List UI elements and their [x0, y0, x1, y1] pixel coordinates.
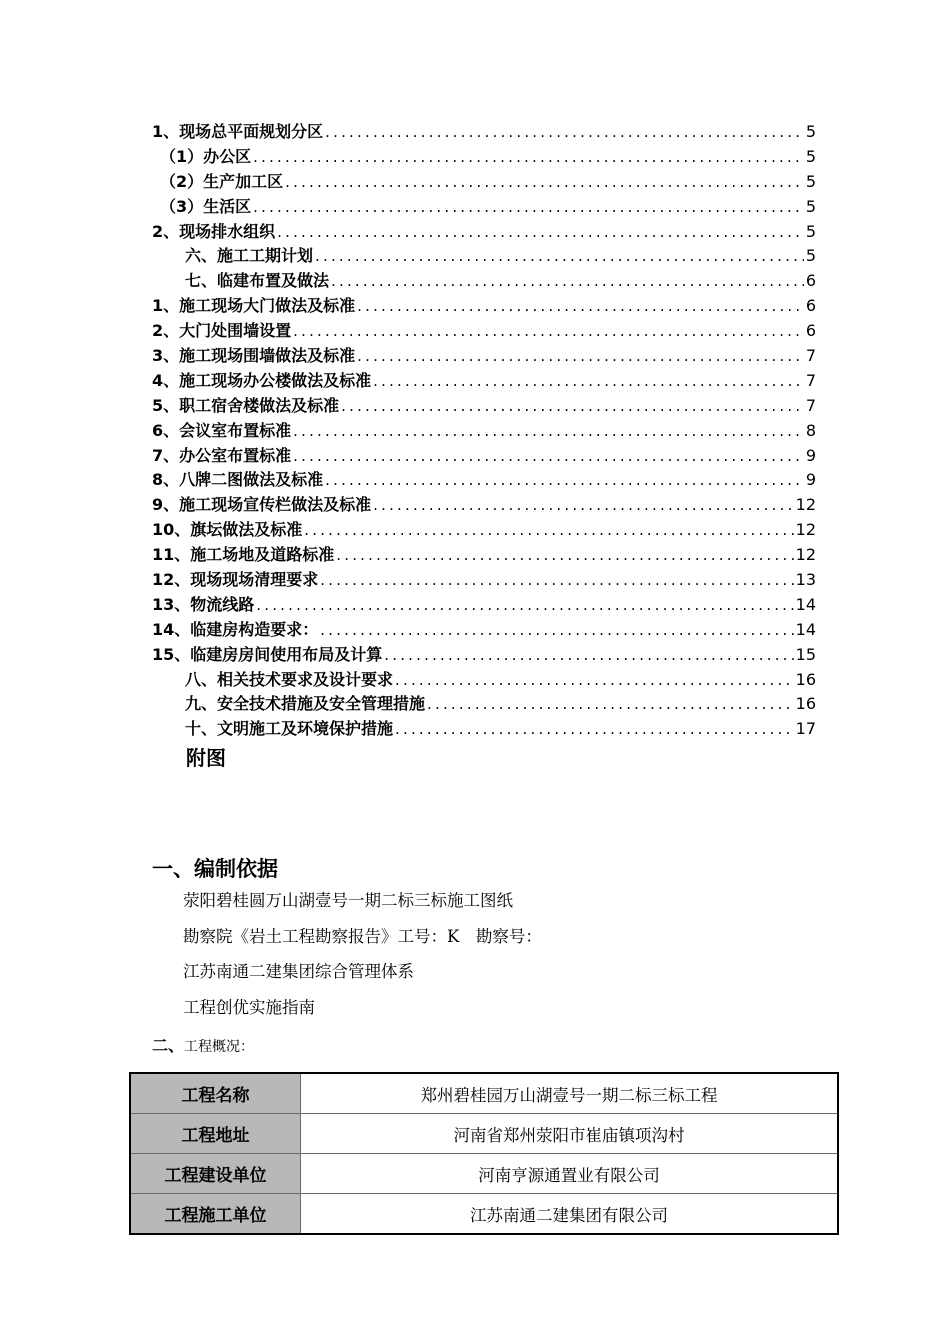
toc-dot-leader — [293, 422, 804, 440]
toc-entry-title: 七、临建布置及做法 — [185, 271, 330, 291]
toc-page-number: 6 — [805, 321, 816, 341]
row-value: 河南省郑州荥阳市崔庙镇项沟村 — [301, 1114, 839, 1154]
toc-dot-leader — [285, 173, 804, 191]
table-row — [130, 1073, 838, 1114]
toc-entry-title: （2）生产加工区 — [160, 171, 284, 191]
toc-entry[interactable] — [152, 393, 816, 418]
toc-dot-leader — [256, 596, 793, 614]
toc-entry[interactable] — [152, 318, 816, 343]
section-heading-overview — [152, 1033, 254, 1056]
toc-page-number: 5 — [805, 146, 816, 166]
toc-entry-title: 6、会议室布置标准 — [152, 420, 292, 440]
toc-dot-leader — [395, 671, 794, 689]
table-row — [130, 1194, 838, 1235]
row-label: 工程建设单位 — [130, 1154, 301, 1194]
toc-page-number: 5 — [805, 246, 816, 266]
toc-entry-title: 2、现场排水组织 — [152, 221, 276, 241]
toc-page-number: 5 — [805, 196, 816, 216]
toc-page-number: 16 — [795, 669, 816, 689]
toc-entry[interactable] — [152, 642, 816, 667]
toc-entry[interactable] — [152, 368, 816, 393]
project-info-table — [129, 1072, 839, 1235]
appendix-heading: 附图 — [186, 746, 226, 770]
toc-entry-title: 8、八牌二图做法及标准 — [152, 470, 324, 490]
toc-entry[interactable] — [152, 169, 816, 194]
toc-page-number: 7 — [805, 346, 816, 366]
toc-entry-title: 1、现场总平面规划分区 — [152, 122, 324, 141]
toc-entry[interactable] — [152, 691, 816, 716]
toc-page-number: 9 — [805, 445, 816, 465]
toc-entry[interactable] — [152, 144, 816, 169]
row-value: 河南亨源通置业有限公司 — [301, 1154, 839, 1194]
toc-entry-title: 十、文明施工及环境保护措施 — [185, 719, 394, 739]
toc-page-number: 8 — [805, 420, 816, 440]
toc-entry-title: 7、办公室布置标准 — [152, 445, 292, 465]
toc-page-number: 9 — [805, 470, 816, 490]
toc-page-number: 14 — [795, 619, 816, 639]
toc-dot-leader — [320, 571, 793, 589]
table-row — [130, 1154, 838, 1194]
toc-page-number: 12 — [795, 545, 816, 565]
toc-dot-leader — [373, 372, 804, 390]
toc-dot-leader — [331, 272, 804, 290]
row-label: 工程地址 — [130, 1114, 301, 1154]
toc-dot-leader — [293, 447, 804, 465]
basis-item: 荥阳碧桂圆万山湖壹号一期二标三标施工图纸 — [183, 891, 513, 910]
row-label: 工程名称 — [130, 1073, 301, 1114]
toc-dot-leader — [384, 646, 793, 664]
toc-entry[interactable] — [152, 194, 816, 219]
toc-page-number: 6 — [805, 296, 816, 316]
toc-entry-title: 11、施工场地及道路标准 — [152, 545, 335, 565]
toc-entry[interactable] — [152, 716, 816, 741]
toc-page-number: 6 — [805, 271, 816, 291]
toc-dot-leader — [357, 297, 804, 315]
toc-entry[interactable] — [152, 119, 816, 144]
toc-page-number: 7 — [805, 395, 816, 415]
toc-dot-leader — [357, 347, 804, 365]
toc-entry-title: 4、施工现场办公楼做法及标准 — [152, 370, 372, 390]
toc-entry-title: 12、现场现场清理要求 — [152, 570, 319, 590]
toc-page-number: 7 — [805, 370, 816, 390]
toc-entry[interactable] — [152, 343, 816, 368]
toc-dot-leader — [293, 322, 804, 340]
toc-dot-leader — [315, 247, 804, 265]
table-of-contents — [152, 119, 816, 741]
toc-entry[interactable] — [152, 617, 816, 642]
toc-entry[interactable] — [152, 268, 816, 293]
toc-dot-leader — [325, 471, 804, 489]
toc-dot-leader — [325, 123, 804, 141]
toc-entry[interactable] — [152, 567, 816, 592]
toc-page-number: 5 — [805, 221, 816, 241]
toc-entry-title: 9、施工现场宣传栏做法及标准 — [152, 495, 372, 515]
toc-entry-title: 九、安全技术措施及安全管理措施 — [185, 694, 426, 714]
toc-page-number: 13 — [795, 570, 816, 590]
toc-dot-leader — [373, 496, 794, 514]
toc-dot-leader — [277, 223, 804, 241]
toc-page-number: 12 — [795, 520, 816, 540]
section-title: 工程概况： — [184, 1039, 255, 1055]
toc-entry[interactable] — [152, 492, 816, 517]
toc-entry[interactable] — [152, 243, 816, 268]
basis-item: 江苏南通二建集团综合管理体系 — [183, 962, 414, 981]
basis-list — [183, 889, 542, 1031]
toc-dot-leader — [320, 621, 793, 639]
toc-entry-title: 14、临建房构造要求： — [152, 619, 319, 639]
toc-entry[interactable] — [152, 667, 816, 692]
section-heading-basis: 一、编制依据 — [152, 857, 278, 881]
toc-entry[interactable] — [152, 542, 816, 567]
toc-entry-title: 15、临建房房间使用布局及计算 — [152, 644, 383, 664]
table-row — [130, 1114, 838, 1154]
toc-page-number: 5 — [805, 122, 816, 141]
toc-entry-title: 六、施工工期计划 — [185, 246, 314, 266]
toc-entry-title: 1、施工现场大门做法及标准 — [152, 296, 356, 316]
toc-page-number: 16 — [795, 694, 816, 714]
toc-page-number: 15 — [795, 644, 816, 664]
toc-entry[interactable] — [152, 293, 816, 318]
toc-dot-leader — [253, 198, 804, 216]
toc-entry[interactable] — [152, 517, 816, 542]
toc-entry-title: 5、职工宿舍楼做法及标准 — [152, 395, 340, 415]
toc-entry[interactable] — [152, 418, 816, 443]
toc-page-number: 14 — [795, 594, 816, 614]
toc-page-number: 5 — [805, 171, 816, 191]
toc-entry[interactable] — [152, 467, 816, 492]
toc-dot-leader — [341, 397, 804, 415]
toc-dot-leader — [395, 720, 794, 738]
row-value: 郑州碧桂园万山湖壹号一期二标三标工程 — [301, 1073, 839, 1114]
toc-entry-title: （3）生活区 — [160, 196, 252, 216]
toc-entry[interactable] — [152, 592, 816, 617]
toc-dot-leader — [304, 521, 793, 539]
row-label: 工程施工单位 — [130, 1194, 301, 1235]
toc-entry-title: 八、相关技术要求及设计要求 — [185, 669, 394, 689]
toc-dot-leader — [253, 148, 804, 166]
toc-entry-title: 2、大门处围墙设置 — [152, 321, 292, 341]
toc-entry-title: 13、物流线路 — [152, 594, 255, 614]
toc-entry[interactable] — [152, 443, 816, 468]
toc-entry-title: 10、旗坛做法及标准 — [152, 520, 303, 540]
toc-dot-leader — [427, 695, 794, 713]
toc-entry-title: 3、施工现场围墙做法及标准 — [152, 346, 356, 366]
toc-page-number: 12 — [795, 495, 816, 515]
row-value: 江苏南通二建集团有限公司 — [301, 1194, 839, 1235]
basis-item: 勘察院《岩土工程勘察报告》工号：K 勘察号： — [183, 926, 542, 946]
basis-item: 工程创优实施指南 — [183, 997, 315, 1017]
toc-entry-title: （1）办公区 — [160, 146, 252, 166]
toc-entry[interactable] — [152, 219, 816, 244]
section-number: 二、 — [152, 1036, 185, 1055]
toc-dot-leader — [336, 546, 793, 564]
toc-page-number: 17 — [795, 719, 816, 739]
